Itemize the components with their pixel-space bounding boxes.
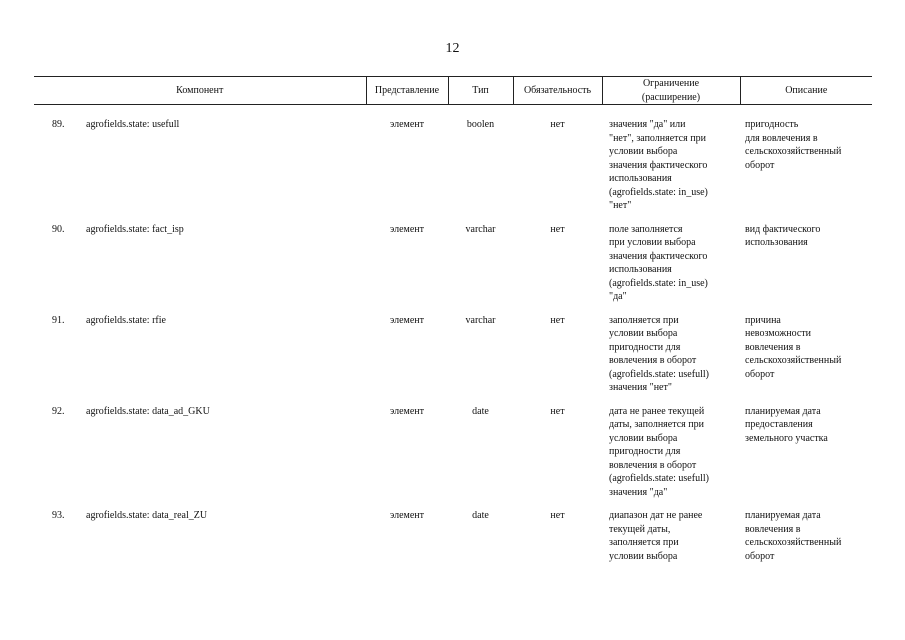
description-line: для вовлечения в <box>745 132 818 144</box>
constraint-line: "да" <box>609 291 627 302</box>
constraint-line: значения фактического <box>609 159 708 171</box>
row-required: нет <box>550 510 565 521</box>
constraint-line: условии выбора <box>609 146 678 157</box>
row-description <box>740 314 872 405</box>
description-line: оборот <box>745 368 775 380</box>
constraint-line: пригодности для <box>609 446 681 457</box>
header-component: Компонент <box>34 77 366 105</box>
description-line: сельскохозяйственный <box>745 355 842 366</box>
row-description <box>740 223 872 314</box>
header-description: Описание <box>740 77 872 105</box>
row-required: нет <box>550 405 565 417</box>
header-constraint <box>602 77 740 105</box>
constraint-line: заполняется при <box>609 537 679 548</box>
constraint-line: "нет", заполняется при <box>609 132 706 144</box>
constraint-line: (agrofields.state: usefull) <box>609 368 709 380</box>
row-number: 93. <box>52 510 65 521</box>
constraint-line: даты, заполняется при <box>609 419 704 430</box>
table-row <box>34 223 872 314</box>
table-row <box>34 405 872 510</box>
constraint-line: при условии выбора <box>609 237 696 248</box>
constraint-line: значения "да" или <box>609 119 686 130</box>
row-type: varchar <box>465 223 496 235</box>
constraint-line: использования <box>609 173 672 184</box>
description-line: пригодность <box>745 119 799 130</box>
description-line: вовлечения в <box>745 341 801 353</box>
description-line: невозможности <box>745 328 812 339</box>
row-representation: элемент <box>389 314 425 326</box>
row-representation: элемент <box>389 119 425 130</box>
constraint-line: текущей даты, <box>609 523 671 535</box>
constraint-line: пригодности для <box>609 341 681 353</box>
constraint-line: значения "нет" <box>609 382 672 393</box>
constraint-line: (agrofields.state: in_use) <box>609 277 708 289</box>
constraint-line: "нет" <box>609 200 632 211</box>
row-constraint <box>602 223 740 314</box>
description-line: вид фактического <box>745 223 821 235</box>
specification-table <box>34 76 872 573</box>
constraint-line: поле заполняется <box>609 223 683 235</box>
table-row <box>34 509 872 573</box>
header-required: Обязательность <box>513 77 602 105</box>
row-description <box>740 509 872 573</box>
row-number: 91. <box>52 314 65 326</box>
description-line: причина <box>745 314 781 326</box>
row-description <box>740 118 872 223</box>
description-line: планируемая дата <box>745 510 821 521</box>
description-line: вовлечения в <box>745 523 801 535</box>
table-header-row <box>34 77 872 105</box>
constraint-line: значения фактического <box>609 250 708 262</box>
table-row <box>34 118 872 223</box>
row-number: 90. <box>52 223 65 235</box>
row-type: date <box>472 510 489 521</box>
header-type: Тип <box>448 77 513 105</box>
row-component: agrofields.state: fact_isp <box>86 223 184 235</box>
row-constraint <box>602 405 740 510</box>
row-type: varchar <box>465 314 496 326</box>
row-required: нет <box>550 119 565 130</box>
row-component: agrofields.state: data_ad_GKU <box>86 405 210 417</box>
row-type: boolen <box>466 119 495 130</box>
constraint-line: вовлечения в оборот <box>609 459 697 471</box>
description-line: сельскохозяйственный <box>745 537 842 548</box>
constraint-line: условии выбора <box>609 328 678 339</box>
header-constraint-line: (расширение) <box>641 91 701 103</box>
row-representation: элемент <box>389 405 425 417</box>
description-line: сельскохозяйственный <box>745 146 842 157</box>
table-row <box>34 314 872 405</box>
constraint-line: диапазон дат не ранее <box>609 510 703 521</box>
row-constraint <box>602 118 740 223</box>
description-line: оборот <box>745 159 775 171</box>
constraint-line: использования <box>609 264 672 275</box>
constraint-line: вовлечения в оборот <box>609 355 697 366</box>
description-line: предоставления <box>745 419 813 430</box>
row-representation: элемент <box>389 510 425 521</box>
row-component: agrofields.state: data_real_ZU <box>86 510 208 521</box>
row-number: 92. <box>52 405 65 417</box>
row-description <box>740 405 872 510</box>
row-required: нет <box>550 314 565 326</box>
description-line: земельного участка <box>745 432 828 444</box>
constraint-line: условии выбора <box>609 432 678 444</box>
constraint-line: условии выбора <box>609 550 678 562</box>
description-line: использования <box>745 237 808 248</box>
constraint-line: (agrofields.state: usefull) <box>609 473 709 484</box>
row-component: agrofields.state: usefull <box>86 119 180 130</box>
constraint-line: значения "да" <box>609 486 668 498</box>
row-type: date <box>472 405 489 417</box>
row-representation: элемент <box>389 223 425 235</box>
row-constraint <box>602 509 740 573</box>
description-line: оборот <box>745 550 775 562</box>
header-constraint-line: Ограничение <box>642 78 700 89</box>
row-component: agrofields.state: rfie <box>86 314 166 326</box>
header-representation: Представление <box>366 77 448 105</box>
row-required: нет <box>550 223 565 235</box>
row-constraint <box>602 314 740 405</box>
constraint-line: заполняется при <box>609 314 679 326</box>
constraint-line: дата не ранее текущей <box>609 405 705 417</box>
constraint-line: (agrofields.state: in_use) <box>609 186 708 198</box>
row-number: 89. <box>52 119 65 130</box>
description-line: планируемая дата <box>745 405 821 417</box>
page-number: 12 <box>445 41 460 56</box>
